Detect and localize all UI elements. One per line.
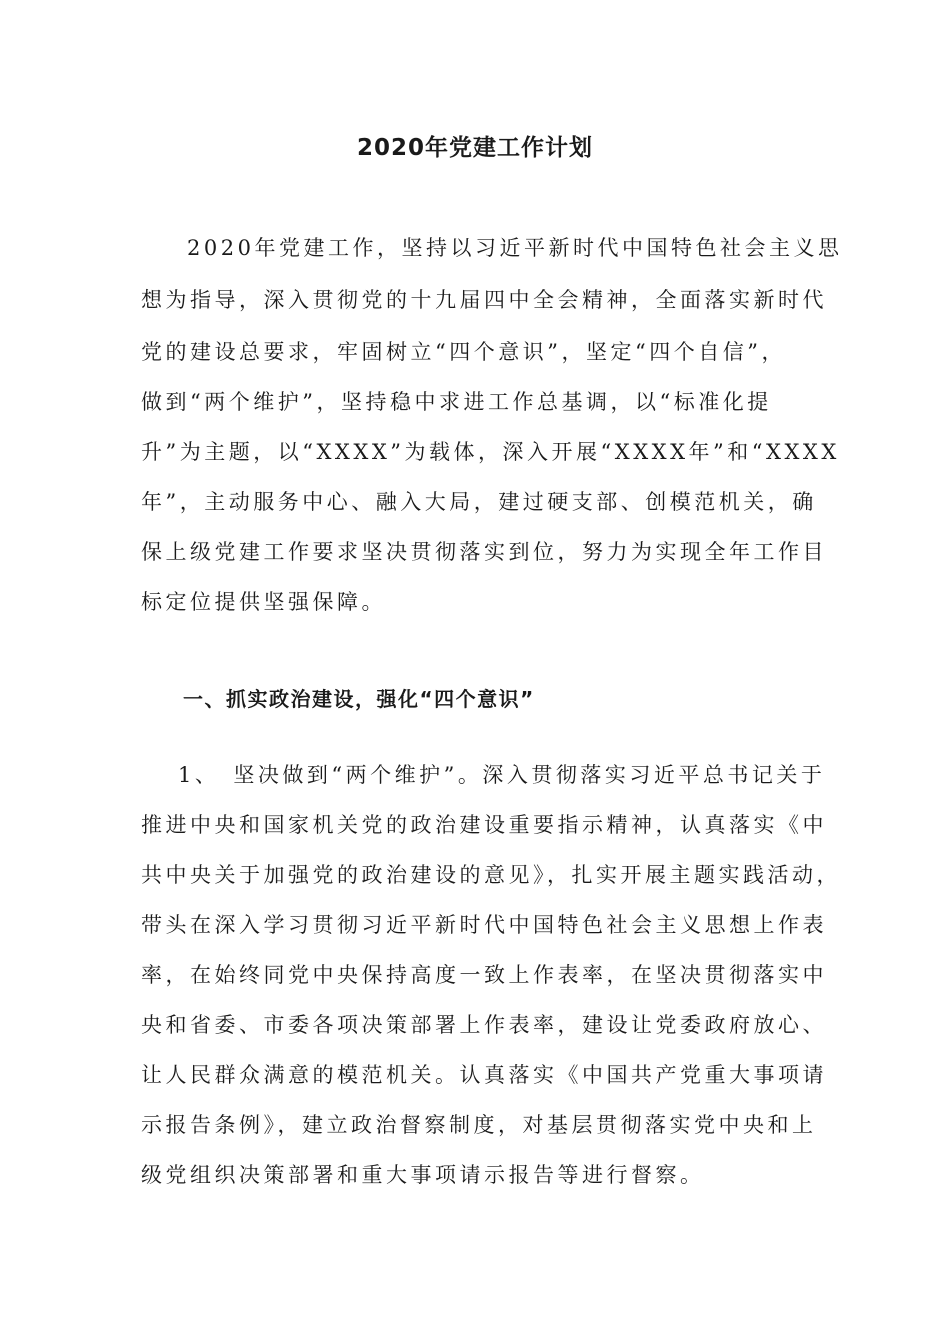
section-line: 共中央关于加强党的政治建设的意见》，扎实开展主题实践活动， bbox=[141, 863, 841, 887]
intro-line: 保上级党建工作要求坚决贯彻落实到位，努力为实现全年工作目 bbox=[141, 540, 827, 564]
intro-line: 标定位提供坚强保障。 bbox=[141, 590, 386, 614]
intro-line: 年”，主动服务中心、融入大局，建过硬支部、创模范机关，确 bbox=[141, 490, 817, 514]
intro-line: 升”为主题，以“XXXX”为载体，深入开展“XXXX年”和“XXXX bbox=[141, 440, 840, 464]
intro-line: 想为指导，深入贯彻党的十九届四中全会精神，全面落实新时代 bbox=[141, 288, 827, 312]
section-line: 示报告条例》，建立政治督察制度，对基层贯彻落实党中央和上 bbox=[141, 1113, 817, 1137]
section-line: 1、 坚决做到“两个维护”。深入贯彻落实习近平总书记关于 bbox=[178, 763, 826, 787]
section-line: 推进中央和国家机关党的政治建设重要指示精神，认真落实《中 bbox=[141, 813, 827, 837]
intro-line: 党的建设总要求，牢固树立“四个意识”，坚定“四个自信”， bbox=[141, 340, 786, 364]
section-line: 级党组织决策部署和重大事项请示报告等进行督察。 bbox=[141, 1163, 705, 1187]
section-line: 央和省委、市委各项决策部署上作表率，建设让党委政府放心、 bbox=[141, 1013, 827, 1037]
intro-line: 2020年党建工作，坚持以习近平新时代中国特色社会主义思 bbox=[187, 236, 843, 260]
section-heading: 一、抓实政治建设，强化“四个意识” bbox=[183, 687, 535, 711]
intro-line: 做到“两个维护”，坚持稳中求进工作总基调，以“标准化提 bbox=[141, 390, 772, 414]
document-title: 2020年党建工作计划 bbox=[356, 135, 593, 161]
section-line: 让人民群众满意的模范机关。认真落实《中国共产党重大事项请 bbox=[141, 1063, 827, 1087]
section-line: 带头在深入学习贯彻习近平新时代中国特色社会主义思想上作表 bbox=[141, 913, 827, 937]
section-line: 率，在始终同党中央保持高度一致上作表率，在坚决贯彻落实中 bbox=[141, 963, 827, 987]
